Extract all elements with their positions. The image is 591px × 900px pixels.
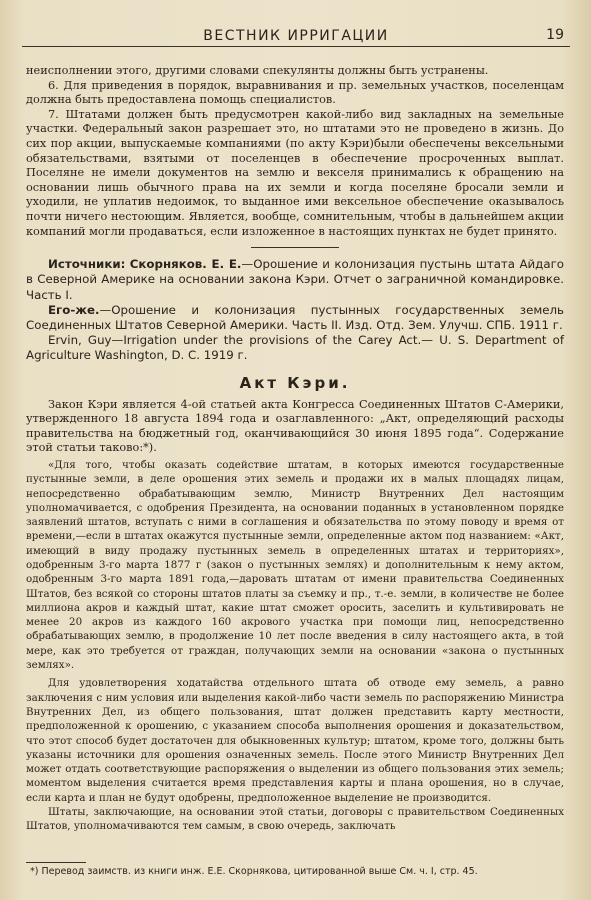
source-2-author: Его-же. <box>48 302 100 317</box>
running-header <box>22 24 570 47</box>
section-intro: Закон Кэри является 4-ой статьей акта Конгресса Соединенных Штатов С-Америки, утвержденного 18 августа 1894 года и озаглавленного: „Акт, определяющий расходы правительства на бюджетный год, оканчивающийся 30 июня 1895 года“. Содержание этой статьи таково:*). <box>26 397 564 455</box>
source-entry-2 <box>26 303 564 333</box>
paragraph-continued: неисполнении этого, другими словами спекулянты должны быть устранены. <box>26 64 489 77</box>
page-body <box>26 64 564 834</box>
page-number: 19 <box>546 27 564 43</box>
section-title: Акт Кэри. <box>239 373 351 392</box>
sources-label: Источники: <box>48 257 126 272</box>
quote-paragraph-3: Штаты, заключающие, на основании этой статьи, договоры с правительством Соединенных Штатов, уполномачиваются тем самым, в свою очередь, заключать <box>26 806 564 833</box>
quote-paragraph-1: «Для того, чтобы оказать содействие штатам, в которых имеются государственные пустынные земли, в деле орошения этих земель и продажи их в малых площадях лицам, непосредственно обрабатывающим землю, Министр Внутренних Дел настоящим уполномачивается, с одобрения Президента, на основании поданных в установленном порядке заявлений штатов, вступать с ними в соглашения и обязательства по этому поводу и время от времени,—если в штатах окажутся пустынные земли, определенные актом под названием: «Акт, имеющий в виду продажу пустынных земель в определенных штатах и территориях», одобренным 3-го марта 1877 г (закон о пустынных землях) и дополнительным к нему актом, одобренным 3-го марта 1891 года,—даровать штатам от имени правительства Соединенных Штатов, без всякой со стороны штатов платы за съемку и пр., т.-е. земли, в количестве не более миллиона акров и каждый штат, какие штат сможет оросить, заселить и культивировать не менее 20 акров из каждого 160 акрового участка при помощи лиц, непосредственно обрабатывающих землю, в продолжение 10 лет после введения в силу настоящего акта, в той мере, как это требуется от граждан, получающих земли на основании «закона о пустынных землях». <box>26 458 564 672</box>
quote-paragraph-2: Для удовлетворения ходатайства отдельного штата об отводе ему земель, а равно заключения с ним условия или выделения какой-либо части земель по распоряжению Министра Внутренних Дел, из общего пользования, штат должен представить карту местности, предположенной к орошению, с указанием способа выполнения орошения и доказательством, что этот способ будет достаточен для обыкновенных культур; штатом, кроме того, должны быть указаны источники для орошения означенных земель. После этого Министр Внутренних Дел может отдать соответствующие распоряжения о выделении из общего пользования этих земель; моментом выделения считается время представления карты и плана орошения, но в случае, если карта и план не будут одобрены, предположенное выделение не производится. <box>26 677 564 804</box>
separator-rule <box>251 247 339 248</box>
source-entry-3: Ervin, Guy—Irrigation under the provisions of the Carey Act.— U. S. Department of Agriculture Washington, D. C. 1919 г. <box>26 333 564 363</box>
source-1-author: Скорняков. Е. Е. <box>129 257 242 272</box>
source-2-text: —Орошение и колонизация пустынных государственных земель Соединенных Штатов Северной Америки. Часть II. Изд. Отд. Зем. Улучш. СПБ. 1911 г. <box>26 302 564 332</box>
source-1-text: —Орошение и колонизация пустынь штата Айдаго в Северной Америке на основании закона Кэри. Отчет о заграничной командировке. Часть I. <box>26 257 564 302</box>
footnote-rule <box>26 862 86 863</box>
footnote: *) Перевод заимств. из книги инж. Е.Е. Скорнякова, цитированной выше См. ч. I, стр. 45. <box>30 866 478 877</box>
paragraph-point-6: 6. Для приведения в порядок, выравнивания и пр. земельных участков, поселенцам должна быть предоставлена помощь специалистов. <box>26 78 564 107</box>
journal-title: ВЕСТНИК ИРРИГАЦИИ <box>203 28 389 44</box>
paragraph-point-7: 7. Штатами должен быть предусмотрен какой-либо вид закладных на земельные участки. Федеральный закон разрешает это, но штатами это не проведено в жизнь. До сих пор акции, выпускаемые компаниями (по акту Кэри)были обеспечены вексельными обязательствами, взятыми от поселенцев в обеспечение просроченных выплат. Поселяне не имели документов на землю и векселя принимались к обращению на основании лишь обычного права на их земли и когда поселяне бросали земли и уходили, не уплатив недоимок, то выданное ими вексельное обеспечение оказывалось почти ничего нестоющим. Является, вообще, сомнительным, чтобы в дальнейшем акции компаний могли продаваться, если изложенное в настоящих пунктах не будет принято. <box>26 107 564 238</box>
source-entry-1 <box>26 257 564 303</box>
